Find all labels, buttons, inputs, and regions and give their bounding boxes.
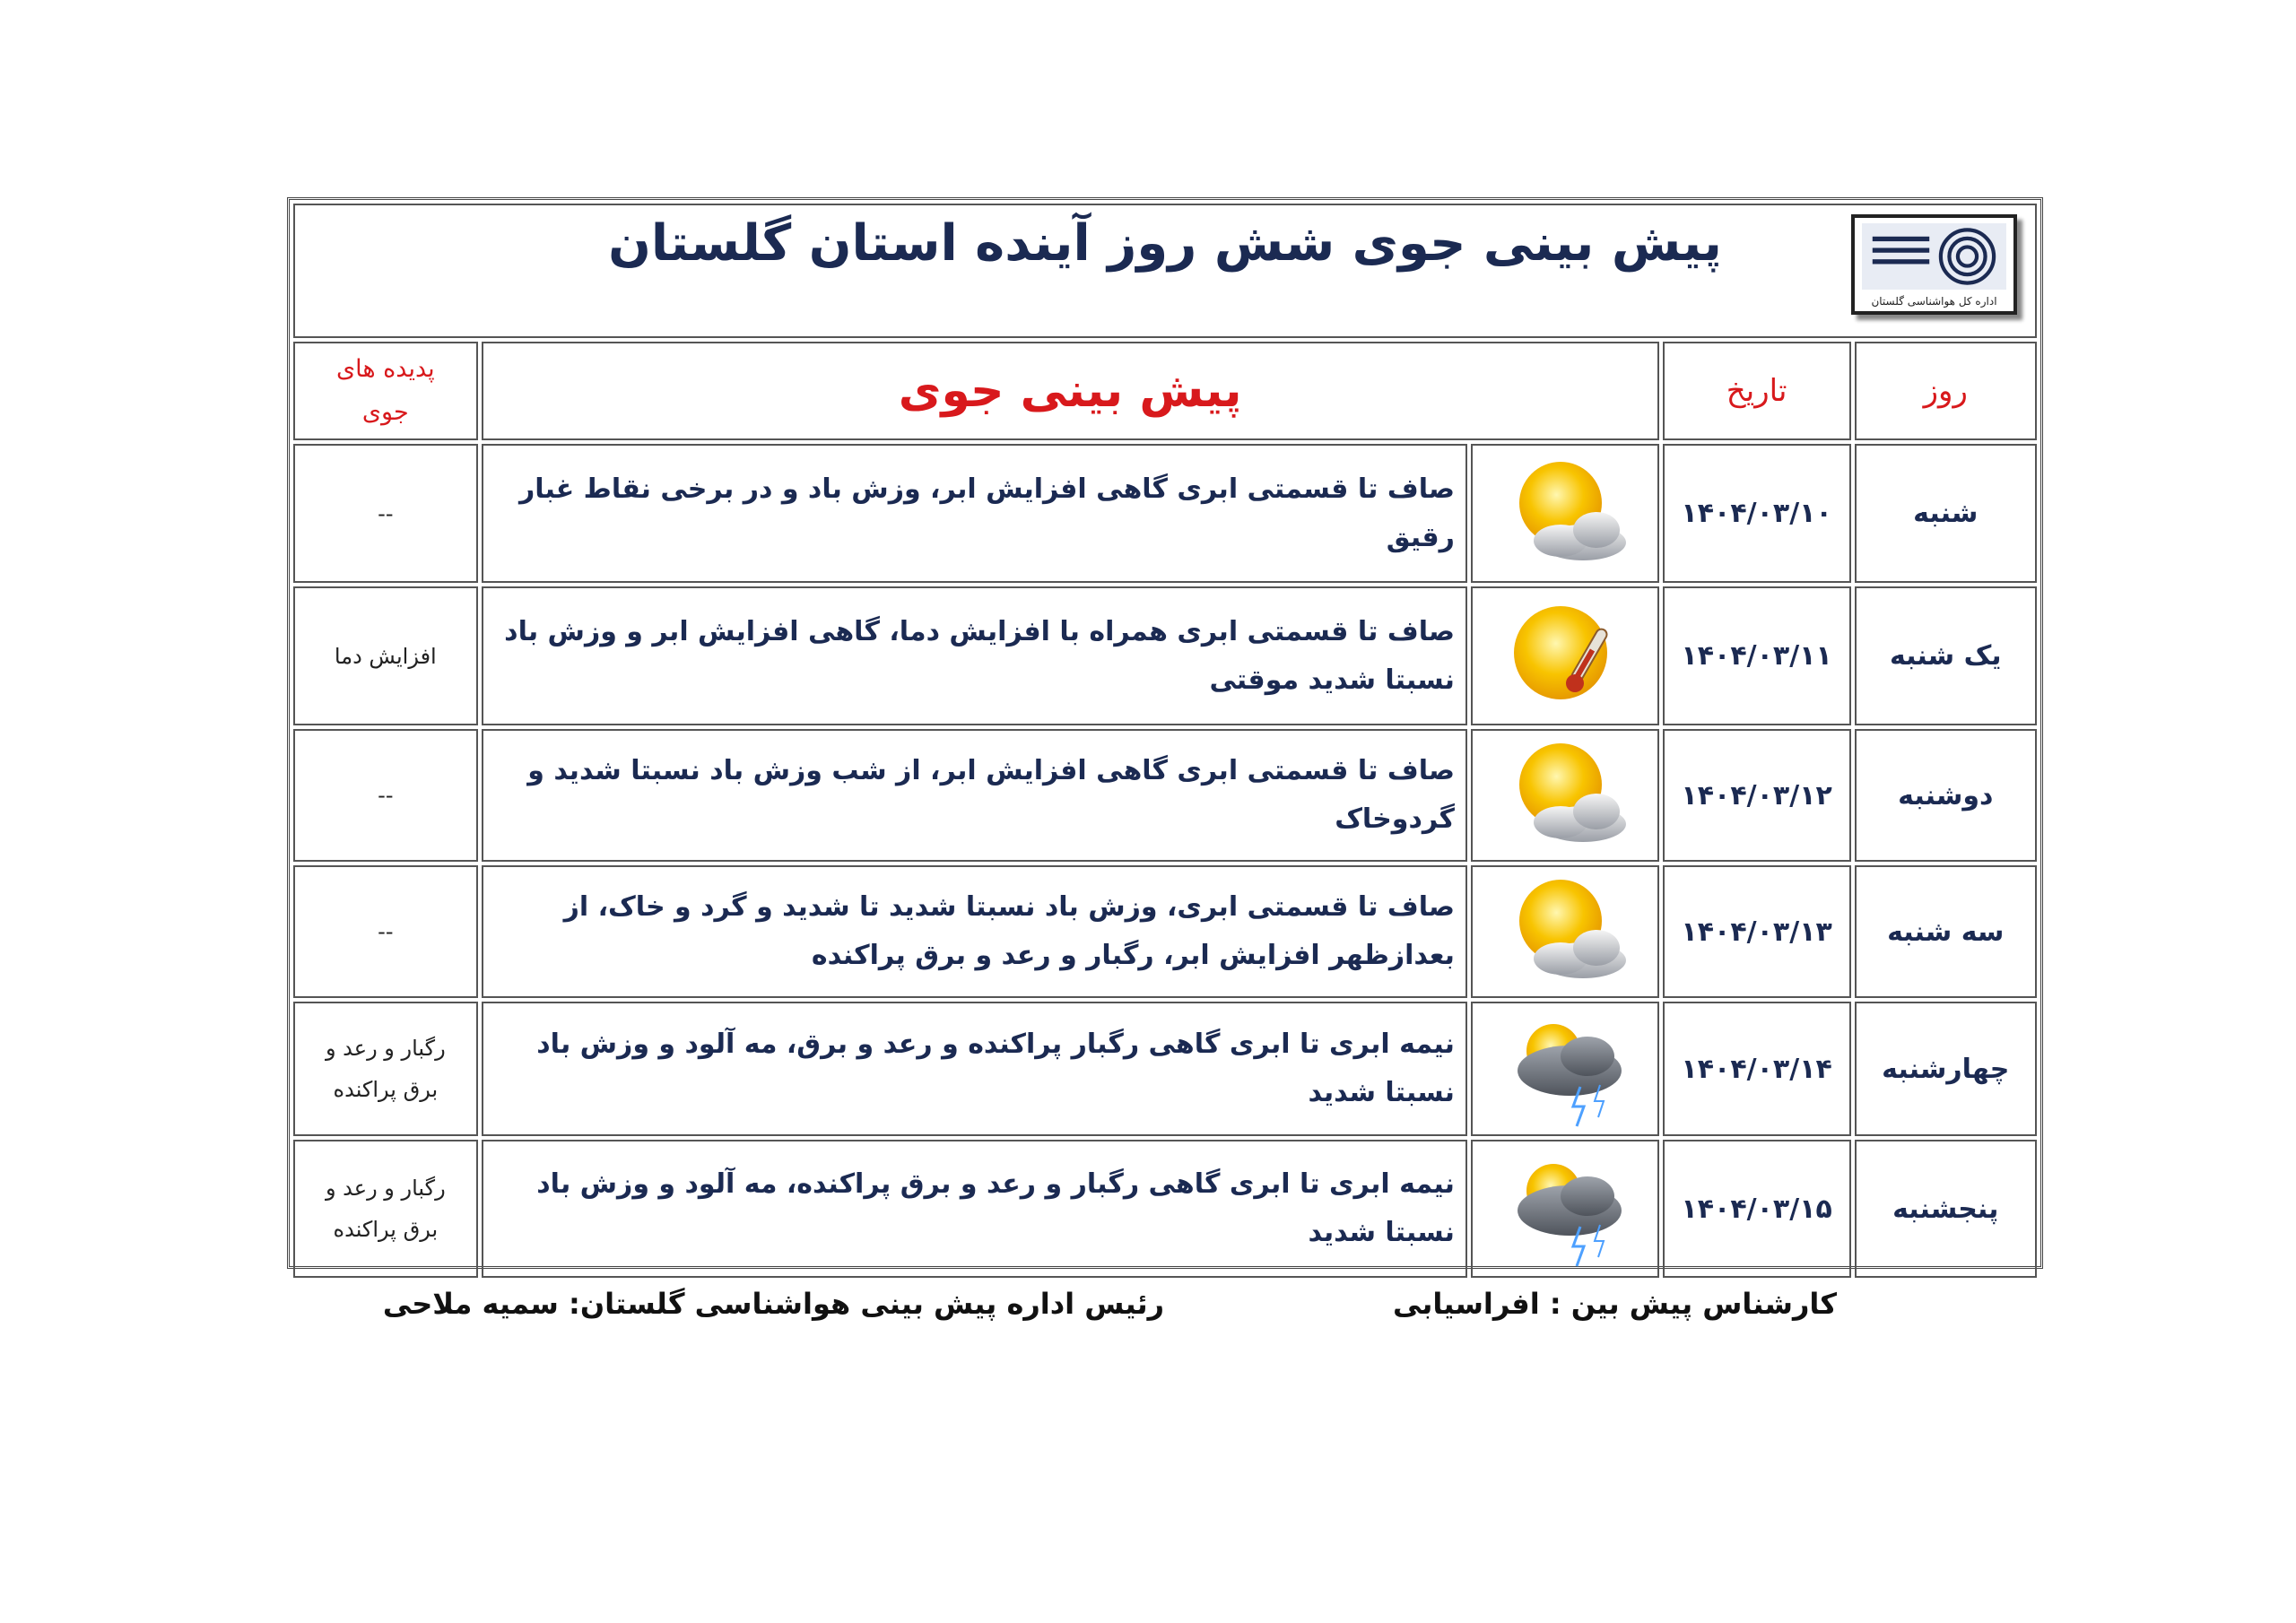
row-phenomena [293, 865, 478, 998]
header-phenomena-line1: پدیده های [335, 355, 435, 383]
row-phenomena-line1: -- [378, 783, 394, 808]
title-cell [293, 204, 2037, 338]
row-phenomena [293, 1140, 478, 1278]
table-row [293, 865, 2037, 998]
partly-cloudy-icon [1498, 451, 1632, 577]
table-row [293, 1002, 2037, 1136]
row-phenomena-line1: رگبار و رعد و [325, 1176, 446, 1201]
row-date: ۱۴۰۴/۰۳/۱۰ [1663, 444, 1851, 583]
row-day: پنجشنبه [1855, 1140, 2037, 1278]
row-forecast: نیمه ابری تا ابری گاهی رگبار پراکنده و رعد و برق، مه آلود و وزش باد نسبتا شدید [482, 1002, 1467, 1136]
row-forecast: صاف تا قسمتی ابری همراه با افزایش دما، گاهی افزایش ابر و وزش باد نسبتا شدید موقتی [482, 586, 1467, 725]
row-day: سه شنبه [1855, 865, 2037, 998]
sun-hot-icon [1498, 594, 1632, 719]
row-icon-cell [1471, 1002, 1659, 1136]
row-date: ۱۴۰۴/۰۳/۱۲ [1663, 729, 1851, 862]
row-date: ۱۴۰۴/۰۳/۱۳ [1663, 865, 1851, 998]
logo-caption: اداره کل هواشناسی گلستان [1871, 295, 1997, 308]
row-day: دوشنبه [1855, 729, 2037, 862]
row-forecast: صاف تا قسمتی ابری گاهی افزایش ابر، وزش باد و در برخی نقاط غبار رقیق [482, 444, 1467, 583]
row-forecast: صاف تا قسمتی ابری، وزش باد نسبتا شدید تا شدید و گرد و خاک، از بعدازظهر افزایش ابر، رگبار و رعد و برق پراکنده [482, 865, 1467, 998]
header-forecast: پیش بینی جوی [482, 342, 1659, 440]
row-phenomena [293, 444, 478, 583]
row-date: ۱۴۰۴/۰۳/۱۵ [1663, 1140, 1851, 1278]
row-day: شنبه [1855, 444, 2037, 583]
row-forecast: صاف تا قسمتی ابری گاهی افزایش ابر، از شب وزش باد نسبتا شدید و گردوخاک [482, 729, 1467, 862]
thunderstorm-icon [1498, 1146, 1632, 1271]
page-title: پیش بینی جوی شش روز آینده استان گلستان [608, 214, 1722, 273]
table-row [293, 1140, 2037, 1278]
row-icon-cell [1471, 729, 1659, 862]
row-icon-cell [1471, 444, 1659, 583]
row-day: یک شنبه [1855, 586, 2037, 725]
header-day: روز [1855, 342, 2037, 440]
partly-cloudy-icon [1498, 733, 1632, 858]
table-row [293, 444, 2037, 583]
row-date: ۱۴۰۴/۰۳/۱۱ [1663, 586, 1851, 725]
table-row [293, 729, 2037, 862]
row-phenomena [293, 729, 478, 862]
row-forecast: نیمه ابری تا ابری گاهی رگبار و رعد و برق پراکنده، مه آلود و وزش باد نسبتا شدید [482, 1140, 1467, 1278]
forecaster-credit: کارشناس پیش بین : افراسیابی [1392, 1287, 1837, 1321]
row-day: چهارشنبه [1855, 1002, 2037, 1136]
row-phenomena-line2: برق پراکنده [333, 1217, 439, 1242]
row-phenomena [293, 586, 478, 725]
row-phenomena-line1: -- [378, 919, 394, 944]
row-icon-cell [1471, 586, 1659, 725]
table-row [293, 586, 2037, 725]
thunderstorm-icon [1498, 1006, 1632, 1132]
row-icon-cell [1471, 1140, 1659, 1278]
footer [287, 1278, 2043, 1332]
row-icon-cell [1471, 865, 1659, 998]
header-date: تاریخ [1663, 342, 1851, 440]
row-phenomena [293, 1002, 478, 1136]
row-phenomena-line1: افزایش دما [334, 643, 437, 669]
partly-cloudy-icon [1498, 869, 1632, 994]
row-phenomena-line1: رگبار و رعد و [325, 1036, 446, 1061]
row-phenomena-line1: -- [378, 500, 394, 526]
row-date: ۱۴۰۴/۰۳/۱۴ [1663, 1002, 1851, 1136]
header-phenomena [293, 342, 478, 440]
row-phenomena-line2: برق پراکنده [333, 1077, 439, 1102]
chief-credit: رئیس اداره پیش بینی هواشناسی گلستان: سمیه ملاحی [382, 1287, 1164, 1321]
header-phenomena-line2: جوی [361, 398, 409, 426]
forecast-table [287, 197, 2043, 1269]
